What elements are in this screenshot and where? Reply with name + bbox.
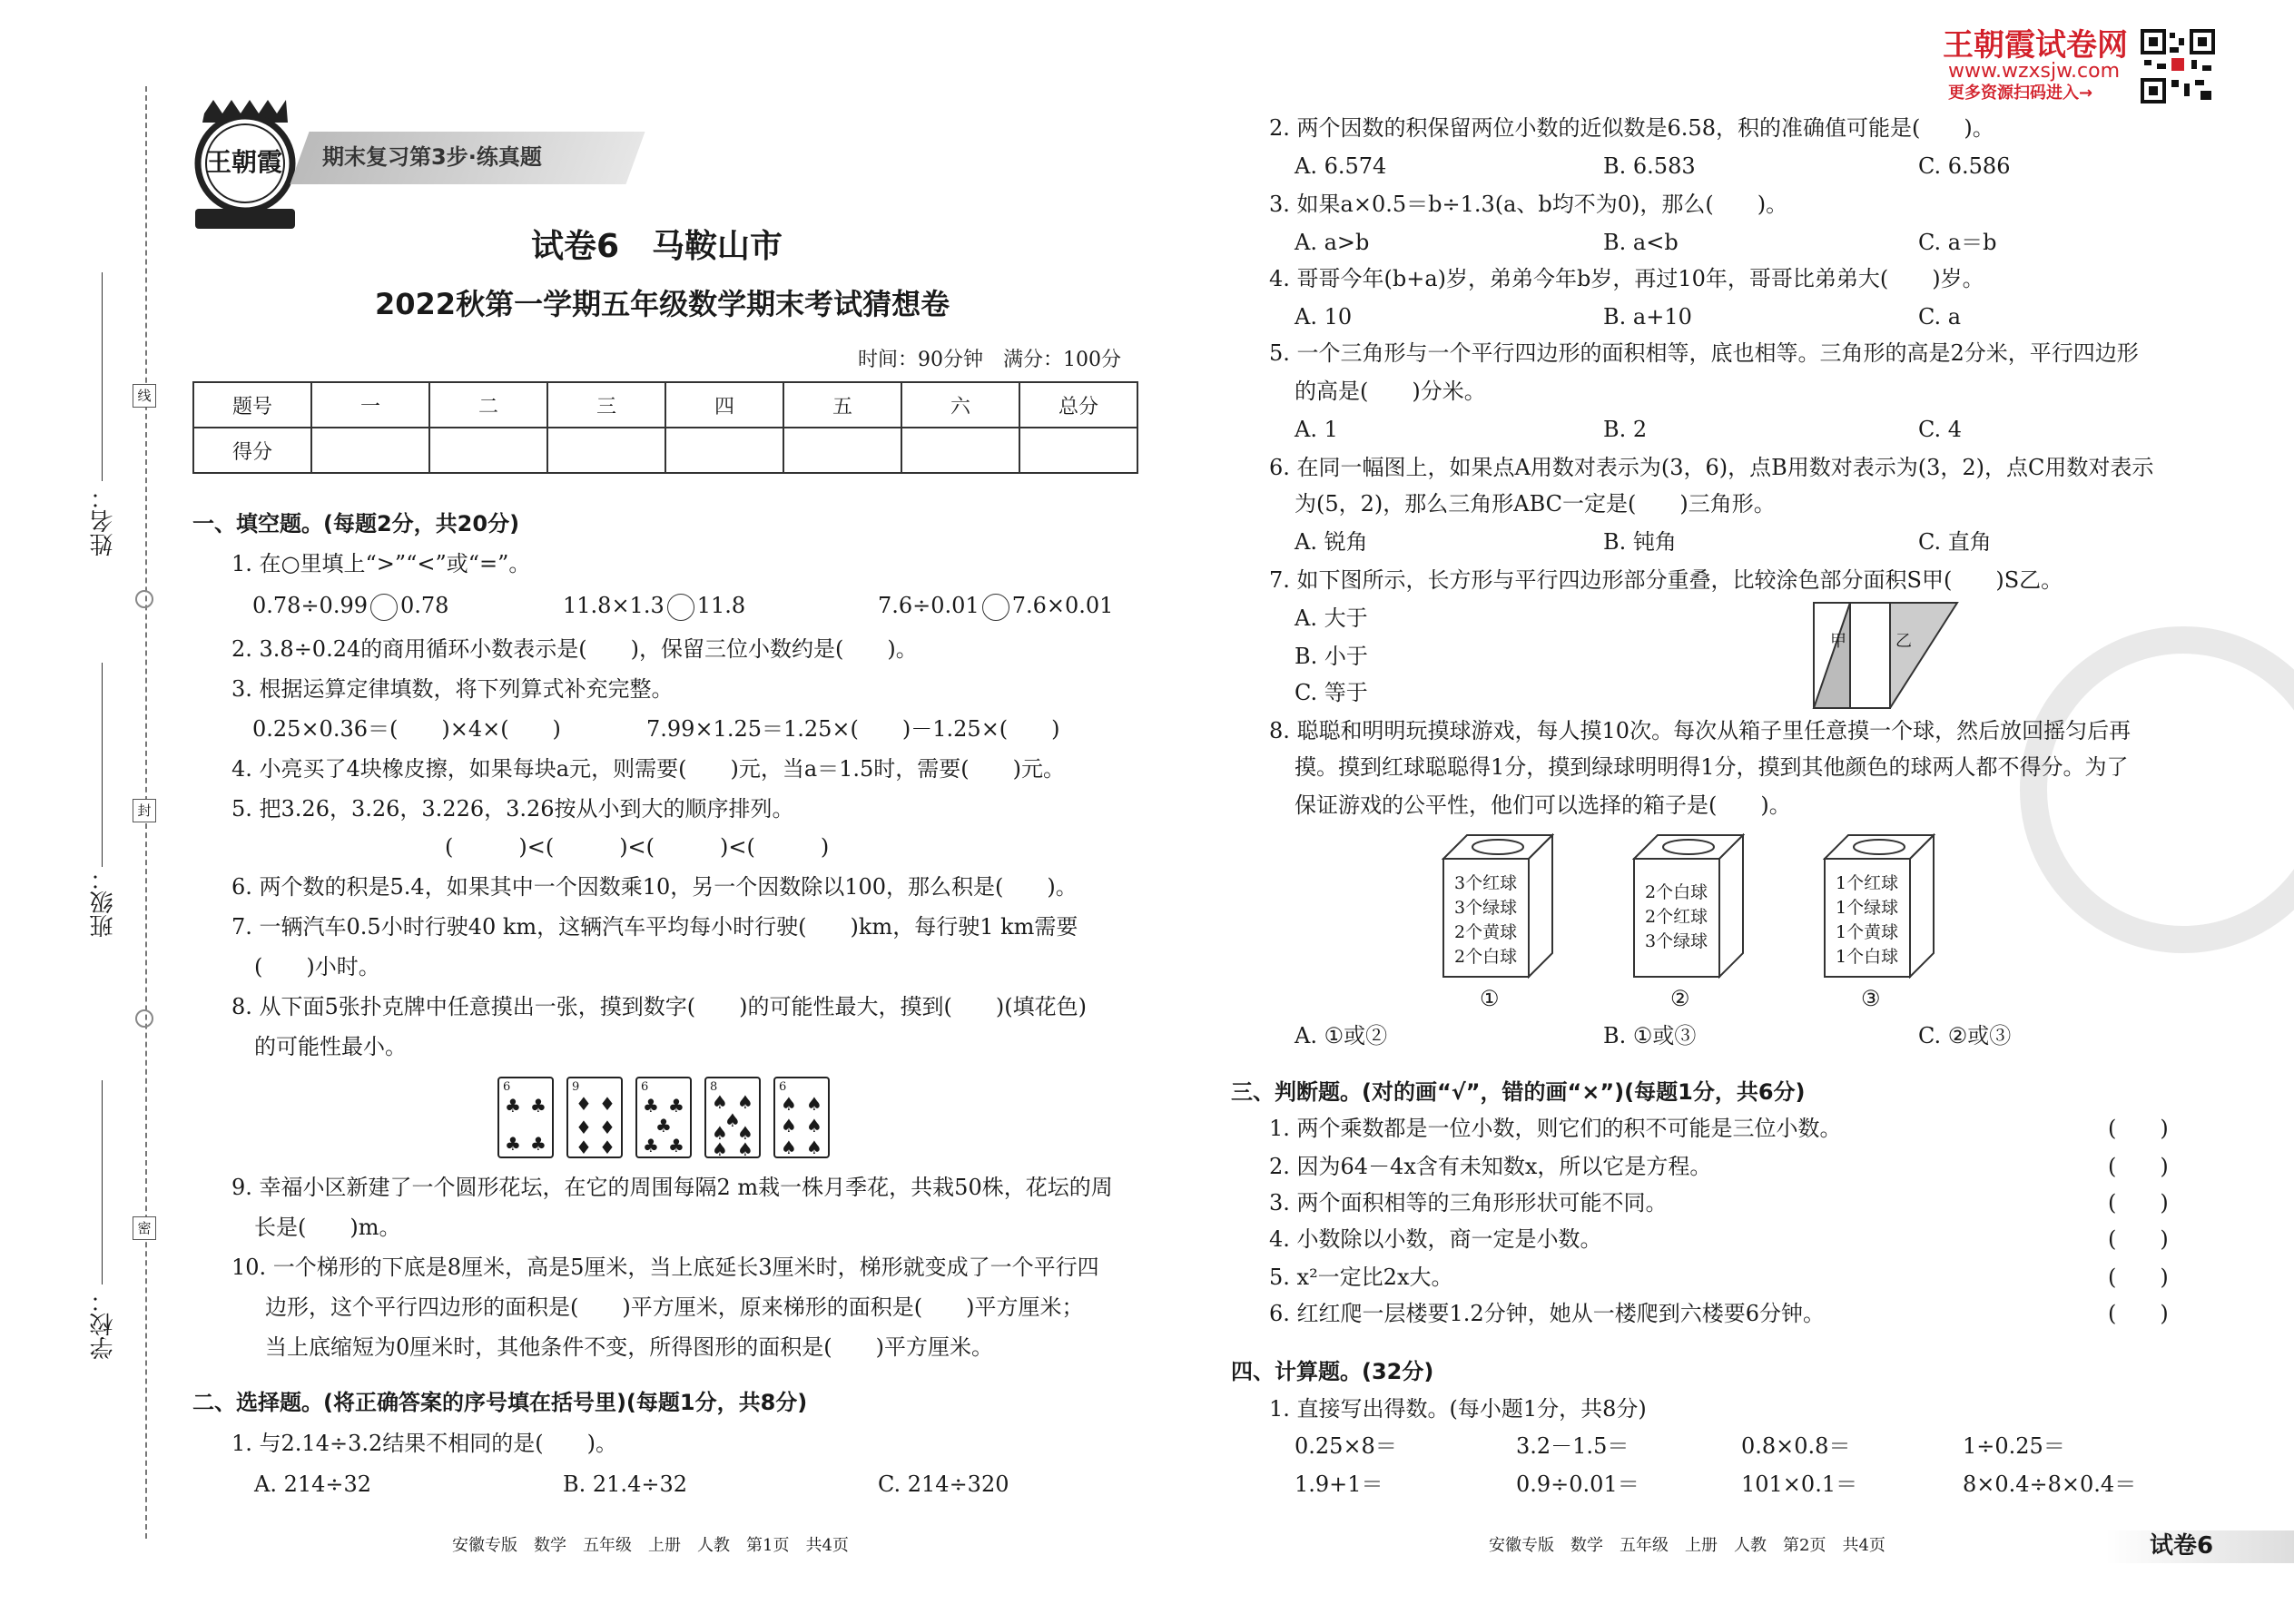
s4-q1: 1. 直接写出得数。(每小题1分，共8分) <box>1269 1396 1647 1422</box>
brand-url: www.wzxsjw.com <box>1948 60 2121 83</box>
s2-q8-option-b: B. ①或③ <box>1603 1023 1697 1048</box>
ball-box-2 <box>1632 833 1745 979</box>
score-row-label: 得分 <box>193 428 311 473</box>
club-icon: ♣ <box>643 1135 659 1156</box>
s2-q1-option-c: C. 214÷320 <box>878 1471 1009 1497</box>
box-item: 3个红球 <box>1454 873 1518 893</box>
s2-q2-option-b: B. 6.583 <box>1603 153 1696 179</box>
card-value: 9 <box>572 1080 580 1094</box>
box-item: 1个绿球 <box>1836 898 1899 918</box>
ball-box-3 <box>1823 833 1935 979</box>
s2-q7: 7. 如下图所示，长方形与平行四边形部分重叠，比较涂色部分面积S甲( )S乙。 <box>1269 567 2063 593</box>
box-item: 2个黄球 <box>1454 922 1518 942</box>
score-header-cell: 一 <box>311 382 429 428</box>
spade-icon: ♠ <box>737 1122 753 1144</box>
s3-answer-paren[interactable]: ( ) <box>2108 1301 2169 1326</box>
step-text: 期末复习第3步·练真题 <box>322 144 542 170</box>
s2-q7-option-a: A. 大于 <box>1295 605 1368 631</box>
score-header-cell: 题号 <box>193 382 311 428</box>
s3-answer-paren[interactable]: ( ) <box>2108 1190 2169 1216</box>
s2-q6-option-a: A. 锐角 <box>1295 529 1368 555</box>
calc-item: 1÷0.25＝ <box>1963 1433 2065 1459</box>
time-info: 时间：90分钟 满分：100分 <box>858 349 1121 371</box>
club-icon: ♣ <box>530 1095 546 1117</box>
s2-q3-option-a: A. a>b <box>1295 230 1370 255</box>
box-label-3: ③ <box>1861 986 1881 1011</box>
box-item: 3个绿球 <box>1454 898 1518 918</box>
score-header-cell: 二 <box>429 382 547 428</box>
s3-item-6: 6. 红红爬一层楼要1.2分钟，她从一楼爬到六楼要6分钟。 <box>1269 1301 1825 1326</box>
club-icon: ♣ <box>530 1133 546 1155</box>
paper-title: 试卷6 马鞍山市 <box>531 228 783 265</box>
spade-icon: ♠ <box>712 1138 728 1160</box>
s2-q4-option-b: B. a+10 <box>1603 304 1692 330</box>
s1-q8b: 的可能性最小。 <box>254 1034 407 1059</box>
s3-item-5: 5. x²一定比2x大。 <box>1269 1265 1453 1290</box>
s2-q8c: 保证游戏的公平性，他们可以选择的箱子是( )。 <box>1295 792 1791 818</box>
calc-item: 8×0.4÷8×0.4＝ <box>1963 1471 2137 1497</box>
calc-item: 0.25×8＝ <box>1295 1433 1397 1459</box>
s2-q1-option-a: A. 214÷32 <box>254 1471 372 1497</box>
expr: 0.78÷0.99 <box>252 593 368 618</box>
s2-q6: 6. 在同一幅图上，如果点A用数对表示为(3，6)，点B用数对表示为(3，2)，点C用数对表示 <box>1269 455 2154 480</box>
s2-q6b: 为(5，2)，那么三角形ABC一定是( )三角形。 <box>1295 491 1776 517</box>
diamond-icon: ♦ <box>599 1137 615 1158</box>
footer-tag: 试卷6 <box>2150 1532 2214 1560</box>
ball-box-1 <box>1442 833 1554 979</box>
compare-circle[interactable] <box>370 594 398 621</box>
playing-card <box>635 1077 692 1158</box>
s2-q4-option-a: A. 10 <box>1295 304 1353 330</box>
s3-answer-paren[interactable]: ( ) <box>2108 1154 2169 1179</box>
score-header-cell: 五 <box>783 382 901 428</box>
diamond-icon: ♦ <box>576 1093 592 1115</box>
box-label-2: ② <box>1670 986 1690 1011</box>
s2-q2: 2. 两个因数的积保留两位小数的近似数是6.58，积的准确值可能是( )。 <box>1269 115 1994 141</box>
score-cell[interactable] <box>311 428 429 473</box>
calc-item: 3.2－1.5＝ <box>1516 1433 1629 1459</box>
card-value: 6 <box>503 1080 511 1094</box>
s2-q2-option-c: C. 6.586 <box>1918 153 2011 179</box>
box-item: 3个绿球 <box>1645 931 1708 951</box>
club-icon: ♣ <box>505 1133 521 1155</box>
expr: 7.6÷0.01 <box>878 593 980 618</box>
spade-icon: ♠ <box>724 1109 741 1131</box>
score-cell[interactable] <box>901 428 1019 473</box>
s2-q2-option-a: A. 6.574 <box>1295 153 1387 179</box>
diamond-icon: ♦ <box>599 1093 615 1115</box>
calc-item: 1.9+1＝ <box>1295 1471 1383 1497</box>
logo-text: 王朝霞 <box>206 147 283 177</box>
box-item: 1个红球 <box>1836 873 1899 893</box>
footer-left: 安徽专版 数学 五年级 上册 人教 第1页 共4页 <box>452 1536 849 1555</box>
seal-mark-line: 线 <box>133 384 156 408</box>
s2-q4: 4. 哥哥今年(b+a)岁，弟弟今年b岁，再过10年，哥哥比弟弟大( )岁。 <box>1269 266 1984 291</box>
section-3-title: 三、判断题。(对的画“√”，错的画“×”)(每题1分，共6分) <box>1231 1079 1806 1105</box>
s3-answer-paren[interactable]: ( ) <box>2108 1116 2169 1141</box>
spade-icon: ♠ <box>781 1115 797 1137</box>
s1-q1-row <box>878 592 1113 621</box>
seal-mark-secret: 密 <box>133 1216 156 1240</box>
club-icon: ♣ <box>655 1115 672 1137</box>
paper-subtitle: 2022秋第一学期五年级数学期末考试猜想卷 <box>375 287 950 321</box>
diamond-icon: ♦ <box>576 1137 592 1158</box>
score-table <box>192 381 1138 474</box>
club-icon: ♣ <box>668 1135 684 1156</box>
spade-icon: ♠ <box>712 1091 728 1113</box>
s3-item-3: 3. 两个面积相等的三角形形状可能不同。 <box>1269 1190 1668 1216</box>
compare-circle[interactable] <box>667 594 694 621</box>
calc-item: 101×0.1＝ <box>1741 1471 1858 1497</box>
club-icon: ♣ <box>668 1095 684 1117</box>
playing-card <box>773 1077 830 1158</box>
s1-q5: 5. 把3.26，3.26，3.226，3.26按从小到大的顺序排列。 <box>231 796 794 822</box>
spade-icon: ♠ <box>806 1115 822 1137</box>
s1-q3a: 0.25×0.36＝( )×4×( ) <box>252 716 561 742</box>
diamond-icon: ♦ <box>599 1117 615 1138</box>
s2-q6-option-b: B. 钝角 <box>1603 529 1677 555</box>
score-header-cell: 六 <box>901 382 1019 428</box>
s1-q4: 4. 小亮买了4块橡皮擦，如果每块a元，则需要( )元，当a＝1.5时，需要( )元。 <box>231 756 1066 782</box>
club-icon: ♣ <box>643 1095 659 1117</box>
card-value: 8 <box>710 1080 718 1094</box>
score-header-cell: 总分 <box>1019 382 1137 428</box>
s1-q10c: 当上底缩短为0厘米时，其他条件不变，所得图形的面积是( )平方厘米。 <box>265 1334 993 1360</box>
overlap-figure <box>1812 601 1959 710</box>
seal-mark-seal: 封 <box>133 799 156 822</box>
box-item: 1个黄球 <box>1836 922 1899 942</box>
s1-q1-row <box>252 592 448 621</box>
brand-name: 王朝霞试卷网 <box>1943 27 2128 64</box>
calc-item: 0.9÷0.01＝ <box>1516 1471 1639 1497</box>
s3-answer-paren[interactable]: ( ) <box>2108 1226 2169 1252</box>
s1-q3b: 7.99×1.25＝1.25×( )－1.25×( ) <box>646 716 1060 742</box>
s1-q2: 2. 3.8÷0.24的商用循环小数表示是( )，保留三位小数约是( )。 <box>231 636 918 662</box>
footer-right: 安徽专版 数学 五年级 上册 人教 第2页 共4页 <box>1489 1536 1885 1555</box>
brand-logo <box>186 95 304 241</box>
score-header-cell: 四 <box>665 382 783 428</box>
spade-icon: ♠ <box>781 1137 797 1158</box>
name-label: 姓名： <box>90 486 117 556</box>
score-header-cell: 三 <box>547 382 665 428</box>
expr: 11.8×1.3 <box>563 593 665 618</box>
s1-q7b: ( )小时。 <box>254 954 380 979</box>
s1-q10b: 边形，这个平行四边形的面积是( )平方厘米，原来梯形的面积是( )平方厘米； <box>265 1294 1084 1320</box>
expr: 0.78 <box>399 593 449 618</box>
spade-icon: ♠ <box>806 1093 822 1115</box>
box-label-1: ① <box>1480 986 1500 1011</box>
s1-q1-row <box>563 592 745 621</box>
s2-q8b: 摸。摸到红球聪聪得1分，摸到绿球明明得1分，摸到其他颜色的球两人都不得分。为了 <box>1295 754 2129 780</box>
label-yi: 乙 <box>1895 632 1912 651</box>
box-item: 2个白球 <box>1454 947 1518 967</box>
score-cell[interactable] <box>783 428 901 473</box>
box-item: 1个白球 <box>1836 947 1899 967</box>
score-cell[interactable] <box>1019 428 1137 473</box>
binding-hole-icon <box>135 1009 153 1028</box>
section-4-title: 四、计算题。(32分) <box>1231 1359 1434 1384</box>
compare-circle[interactable] <box>982 594 1009 621</box>
playing-card <box>704 1077 761 1158</box>
s2-q5-option-c: C. 4 <box>1918 417 1963 442</box>
s2-q5-option-b: B. 2 <box>1603 417 1648 442</box>
s3-item-2: 2. 因为64－4x含有未知数x，所以它是方程。 <box>1269 1154 1712 1179</box>
s1-q5-answer: ( )<( )<( )<( ) <box>445 834 830 860</box>
spade-icon: ♠ <box>737 1138 753 1160</box>
card-value: 6 <box>641 1080 649 1094</box>
section-2-title: 二、选择题。(将正确答案的序号填在括号里)(每题1分，共8分) <box>192 1390 808 1415</box>
playing-card <box>566 1077 623 1158</box>
s1-q10: 10. 一个梯形的下底是8厘米，高是5厘米，当上底延长3厘米时，梯形就变成了一个平行四 <box>231 1255 1099 1280</box>
qr-code-icon[interactable] <box>2141 29 2215 103</box>
score-cell[interactable] <box>429 428 547 473</box>
school-line <box>102 1080 103 1284</box>
spade-icon: ♠ <box>781 1093 797 1115</box>
s2-q3-option-c: C. a＝b <box>1918 230 1997 255</box>
name-line <box>102 272 103 481</box>
s1-q3: 3. 根据运算定律填数，将下列算式补充完整。 <box>231 676 674 702</box>
expr: 7.6×0.01 <box>1011 593 1114 618</box>
s2-q3: 3. 如果a×0.5＝b÷1.3(a、b均不为0)，那么( )。 <box>1269 192 1788 217</box>
school-label: 学校： <box>90 1289 117 1360</box>
s1-q6: 6. 两个数的积是5.4，如果其中一个因数乘10，另一个因数除以100，那么积是( )。 <box>231 874 1078 900</box>
box-item: 2个白球 <box>1645 882 1708 902</box>
s2-q7-option-b: B. 小于 <box>1295 644 1368 669</box>
spade-icon: ♠ <box>737 1091 753 1113</box>
class-label: 班级： <box>90 867 117 938</box>
s3-item-1: 1. 两个乘数都是一位小数，则它们的积不可能是三位小数。 <box>1269 1116 1842 1141</box>
s2-q5-option-a: A. 1 <box>1295 417 1338 442</box>
club-icon: ♣ <box>505 1095 521 1117</box>
s2-q5: 5. 一个三角形与一个平行四边形的面积相等，底也相等。三角形的高是2分米，平行四边形 <box>1269 340 2139 366</box>
s2-q7-option-c: C. 等于 <box>1295 680 1368 705</box>
brand-qr-hint: 更多资源扫码进入→ <box>1948 84 2093 103</box>
spade-icon: ♠ <box>712 1122 728 1144</box>
s1-q8: 8. 从下面5张扑克牌中任意摸出一张，摸到数字( )的可能性最大，摸到( )(填花色) <box>231 994 1087 1019</box>
watermark-seal-icon <box>2020 626 2294 953</box>
card-value: 6 <box>779 1080 787 1094</box>
s3-item-4: 4. 小数除以小数，商一定是小数。 <box>1269 1226 1602 1252</box>
s1-q9: 9. 幸福小区新建了一个圆形花坛，在它的周围每隔2 m栽一株月季花，共栽50株，花坛的周 <box>231 1175 1113 1200</box>
s2-q5b: 的高是( )分米。 <box>1295 379 1486 404</box>
s2-q1-option-b: B. 21.4÷32 <box>563 1471 687 1497</box>
s2-q8-option-c: C. ②或③ <box>1918 1023 2012 1048</box>
spade-icon: ♠ <box>806 1137 822 1158</box>
s2-q8-option-a: A. ①或② <box>1295 1023 1388 1048</box>
s3-answer-paren[interactable]: ( ) <box>2108 1265 2169 1290</box>
class-line <box>102 663 103 867</box>
diamond-icon: ♦ <box>576 1117 592 1138</box>
s2-q8: 8. 聪聪和明明玩摸球游戏，每人摸10次。每次从箱子里任意摸一个球，然后放回摇匀后再 <box>1269 718 2132 743</box>
box-item: 2个红球 <box>1645 907 1708 927</box>
section-1-title: 一、填空题。(每题2分，共20分) <box>192 511 520 536</box>
binding-hole-icon <box>135 590 153 608</box>
expr: 11.8 <box>696 593 746 618</box>
label-jia: 甲 <box>1830 632 1846 651</box>
s2-q4-option-c: C. a <box>1918 304 1962 330</box>
calc-item: 0.8×0.8＝ <box>1741 1433 1851 1459</box>
score-cell[interactable] <box>547 428 665 473</box>
s1-q9b: 长是( )m。 <box>254 1215 401 1240</box>
playing-card <box>497 1077 554 1158</box>
score-cell[interactable] <box>665 428 783 473</box>
s1-q1: 1. 在○里填上“>”“<”或“=”。 <box>231 551 531 576</box>
s2-q3-option-b: B. a<b <box>1603 230 1679 255</box>
s2-q1: 1. 与2.14÷3.2结果不相同的是( )。 <box>231 1431 617 1456</box>
s1-q7: 7. 一辆汽车0.5小时行驶40 km，这辆汽车平均每小时行驶( )km，每行驶1 km需要 <box>231 914 1078 940</box>
s2-q6-option-c: C. 直角 <box>1918 529 1992 555</box>
